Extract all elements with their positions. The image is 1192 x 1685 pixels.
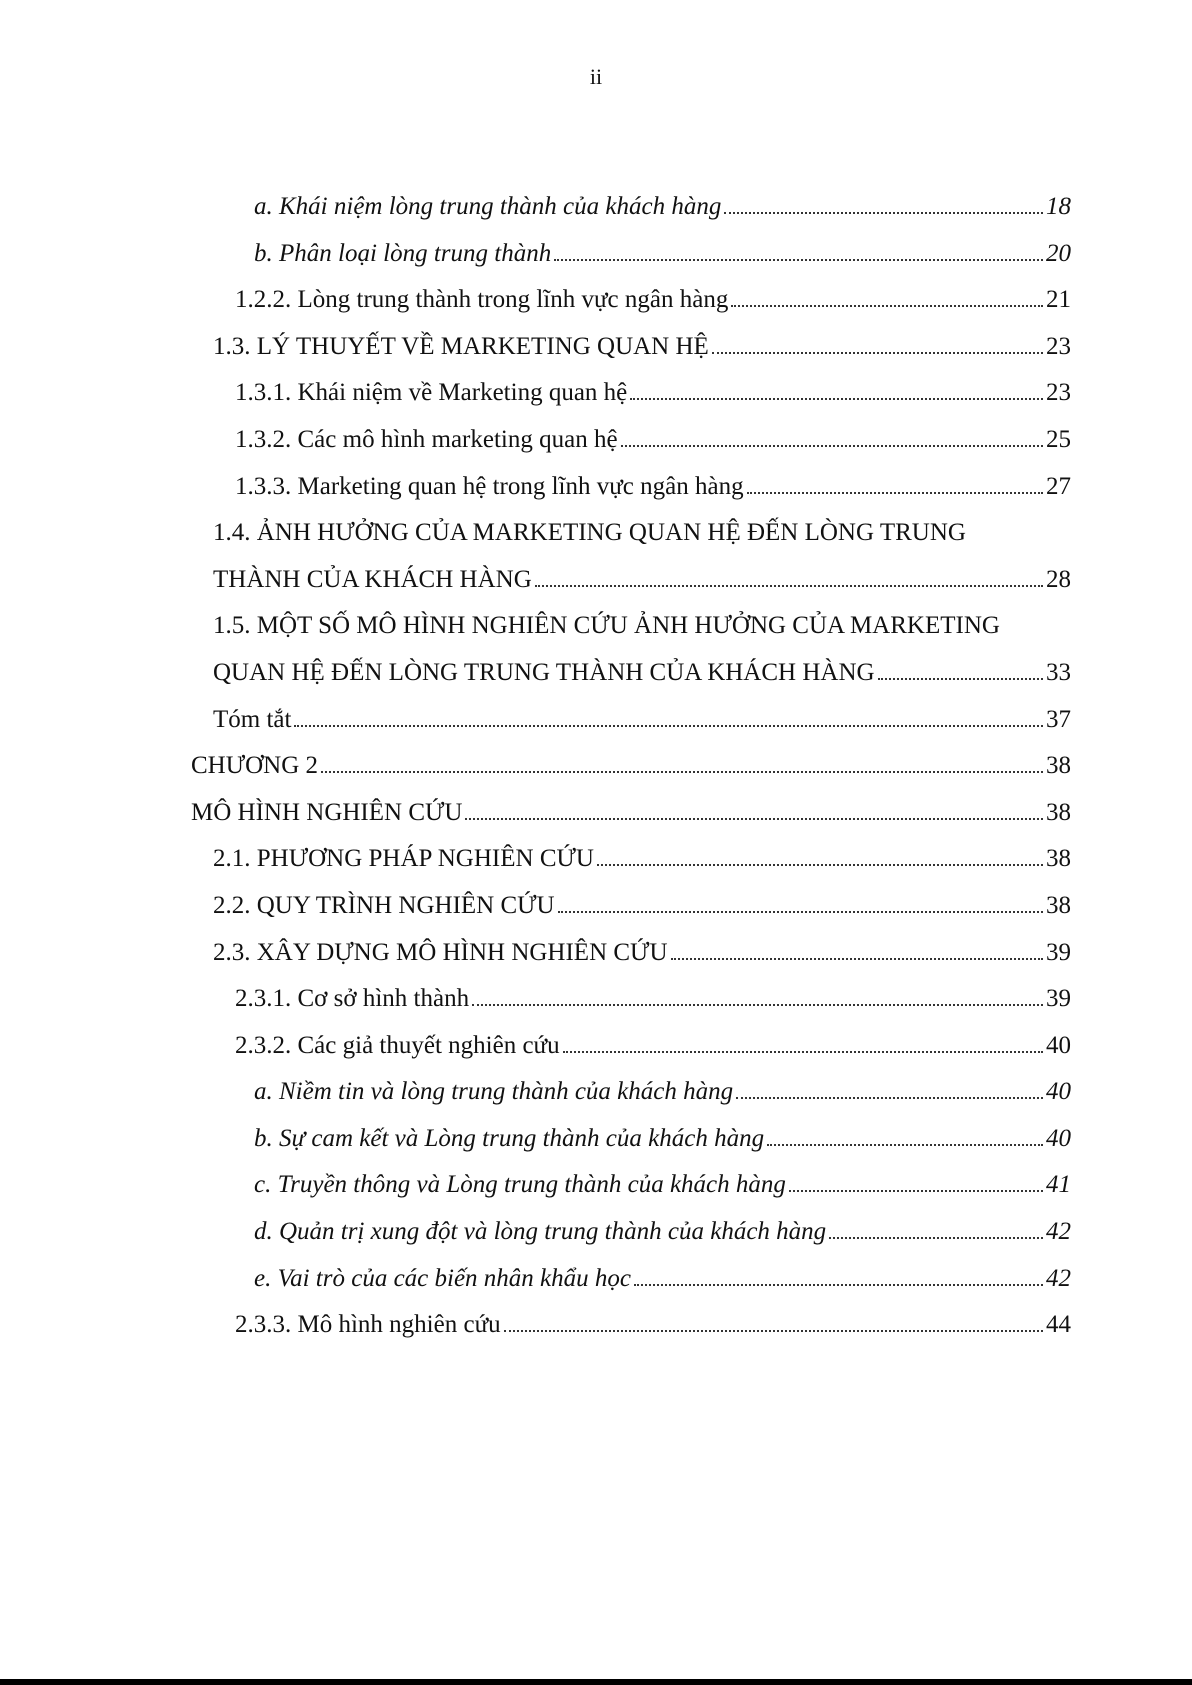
toc-entry-page: 18 (1046, 193, 1071, 220)
toc-entry[interactable] (191, 464, 1071, 511)
toc-entry[interactable] (191, 1209, 1071, 1256)
dot-leader (321, 771, 1043, 773)
dot-leader (563, 1051, 1043, 1053)
toc-entry-title: 2.3.2. Các giả thuyết nghiên cứu (235, 1031, 560, 1059)
toc-entry-title: b. Sự cam kết và Lòng trung thành của khách hàng (254, 1124, 765, 1152)
dot-leader (736, 1097, 1043, 1099)
toc-entry[interactable] (191, 1162, 1071, 1209)
toc-entry-title: d. Quản trị xung đột và lòng trung thành của khách hàng (254, 1218, 827, 1246)
toc-entry-page: 28 (1046, 565, 1071, 593)
toc-entry[interactable] (191, 1256, 1071, 1303)
toc-entry[interactable] (191, 277, 1071, 324)
toc-entry-title: 1.5. MỘT SỐ MÔ HÌNH NGHIÊN CỨU ẢNH HƯỞNG CỦA MARKETING (213, 612, 1000, 640)
toc-entry-page: 38 (1046, 798, 1071, 826)
dot-leader (472, 1004, 1043, 1006)
toc-entry[interactable] (191, 370, 1071, 417)
toc-entry-page: 42 (1046, 1264, 1071, 1292)
toc-entry-title: CHƯƠNG 2 (191, 752, 319, 780)
toc-entry-title: a. Khái niệm lòng trung thành của khách hàng (254, 193, 722, 220)
toc-entry-page: 38 (1046, 845, 1071, 873)
toc-entry-title: 1.3.3. Marketing quan hệ trong lĩnh vực ngân hàng (235, 472, 744, 500)
toc-entry[interactable] (191, 1069, 1071, 1116)
toc-entry[interactable] (191, 603, 1071, 650)
toc-entry-title: e. Vai trò của các biến nhân khẩu học (254, 1264, 631, 1292)
dot-leader (731, 305, 1043, 307)
toc-entry-title: 2.3.1. Cơ sở hình thành (235, 985, 470, 1013)
toc-entry-title: MÔ HÌNH NGHIÊN CỨU (191, 798, 463, 826)
toc-entry[interactable] (191, 976, 1071, 1023)
toc-entry-title: 2.2. QUY TRÌNH NGHIÊN CỨU (213, 891, 555, 919)
bottom-border (0, 1679, 1192, 1685)
dot-leader (671, 958, 1043, 960)
toc-entry-page: 37 (1046, 705, 1071, 733)
toc-entry-page: 41 (1046, 1171, 1071, 1199)
toc-entry-page: 25 (1046, 425, 1071, 453)
dot-leader (747, 492, 1043, 494)
toc-entry[interactable] (191, 324, 1071, 371)
dot-leader (535, 585, 1043, 587)
toc-entry-title: c. Truyền thông và Lòng trung thành của khách hàng (254, 1171, 786, 1199)
toc-entry[interactable] (191, 417, 1071, 464)
dot-leader (829, 1237, 1043, 1239)
toc-entry-title: a. Niềm tin và lòng trung thành của khách hàng (254, 1078, 734, 1106)
toc-entry-page: 33 (1046, 658, 1071, 686)
toc-entry[interactable] (191, 1023, 1071, 1070)
toc-entry-page: 40 (1046, 1078, 1071, 1106)
toc-entry-title: Tóm tắt (213, 705, 292, 733)
toc-entry[interactable] (191, 1116, 1071, 1163)
dot-leader (558, 911, 1043, 913)
toc-entry-page: 20 (1046, 239, 1071, 267)
toc-entry[interactable] (191, 184, 1071, 231)
toc-entry[interactable] (191, 1302, 1071, 1349)
toc-entry-page: 39 (1046, 938, 1071, 966)
toc-entry-title: 2.3.3. Mô hình nghiên cứu (235, 1311, 501, 1339)
toc-entry[interactable] (191, 510, 1071, 557)
dot-leader (712, 352, 1043, 354)
toc-entry-page: 39 (1046, 985, 1071, 1013)
dot-leader (724, 212, 1043, 214)
toc-entry[interactable] (191, 883, 1071, 930)
toc-entry-title: 1.3. LÝ THUYẾT VỀ MARKETING QUAN HỆ (213, 332, 709, 360)
toc-entry-page: 21 (1046, 286, 1071, 314)
dot-leader (767, 1144, 1043, 1146)
dot-leader (789, 1190, 1043, 1192)
toc-entry[interactable] (191, 790, 1071, 837)
toc-entry[interactable] (191, 650, 1071, 697)
dot-leader (504, 1330, 1043, 1332)
toc-entry[interactable] (191, 697, 1071, 744)
toc-entry-page: 27 (1046, 472, 1071, 500)
toc-entry-page: 23 (1046, 332, 1071, 360)
toc-entry[interactable] (191, 231, 1071, 278)
dot-leader (634, 1284, 1043, 1286)
toc-entry-page: 40 (1046, 1031, 1071, 1059)
toc-entry-title: 1.3.2. Các mô hình marketing quan hệ (235, 425, 618, 453)
toc-entry-title: QUAN HỆ ĐẾN LÒNG TRUNG THÀNH CỦA KHÁCH HÀNG (213, 658, 875, 686)
toc-entry-title: 2.1. PHƯƠNG PHÁP NGHIÊN CỨU (213, 845, 594, 873)
dot-leader (465, 818, 1043, 820)
toc-entry-title: 1.2.2. Lòng trung thành trong lĩnh vực ngân hàng (235, 286, 729, 314)
toc-entry[interactable] (191, 743, 1071, 790)
toc-entry-title: 2.3. XÂY DỰNG MÔ HÌNH NGHIÊN CỨU (213, 938, 668, 966)
toc-entry-page: 42 (1046, 1218, 1071, 1246)
page-number: ii (589, 64, 603, 89)
toc-entry[interactable] (191, 557, 1071, 604)
dot-leader (554, 259, 1043, 261)
toc-entry-title: 1.3.1. Khái niệm về Marketing quan hệ (235, 379, 628, 407)
toc-entry-page: 40 (1046, 1124, 1071, 1152)
toc-entry-page: 44 (1046, 1311, 1071, 1339)
table-of-contents (191, 184, 1071, 1349)
dot-leader (630, 398, 1043, 400)
toc-entry[interactable] (191, 836, 1071, 883)
toc-entry-page: 38 (1046, 891, 1071, 919)
dot-leader (878, 678, 1043, 680)
dot-leader (294, 725, 1043, 727)
toc-entry-title: 1.4. ẢNH HƯỞNG CỦA MARKETING QUAN HỆ ĐẾN LÒNG TRUNG (213, 519, 966, 547)
dot-leader (621, 445, 1043, 447)
toc-entry-title: b. Phân loại lòng trung thành (254, 239, 552, 267)
toc-entry-page: 23 (1046, 379, 1071, 407)
toc-entry[interactable] (191, 930, 1071, 977)
dot-leader (597, 864, 1043, 866)
toc-entry-title: THÀNH CỦA KHÁCH HÀNG (213, 565, 532, 593)
toc-entry-page: 38 (1046, 752, 1071, 780)
